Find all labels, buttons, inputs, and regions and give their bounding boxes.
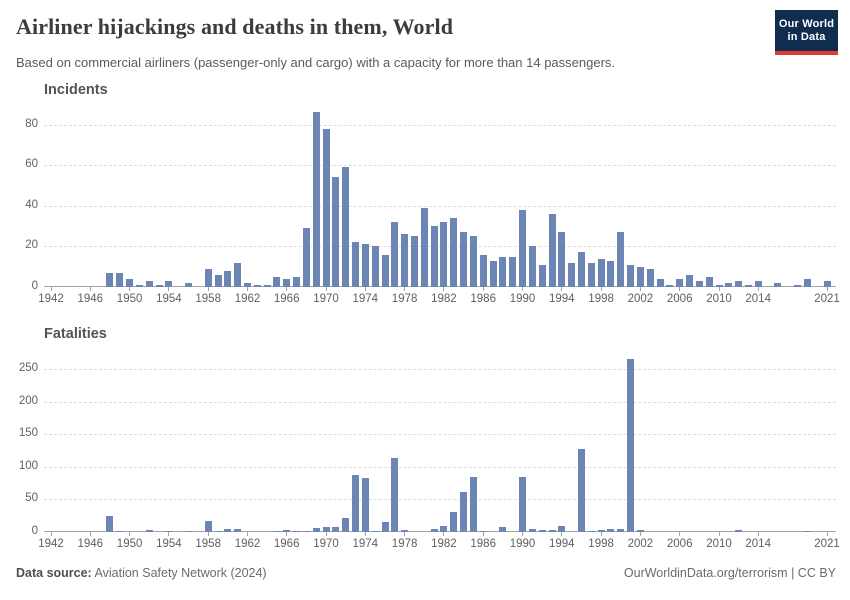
bar-incidents-1976 bbox=[382, 255, 389, 287]
x-tick-1994 bbox=[561, 532, 562, 536]
bar-fatalities-1948 bbox=[106, 516, 113, 532]
bar-incidents-1991 bbox=[529, 246, 536, 287]
bar-incidents-1998 bbox=[598, 259, 605, 287]
bar-incidents-1953 bbox=[156, 285, 163, 287]
bar-incidents-1988 bbox=[499, 257, 506, 287]
bar-incidents-1966 bbox=[283, 279, 290, 287]
x-axis-label-1966: 1966 bbox=[273, 538, 300, 550]
bar-fatalities-1993 bbox=[549, 530, 556, 532]
x-tick-1978 bbox=[404, 532, 405, 536]
y-axis-label-20: 20 bbox=[25, 239, 38, 252]
bar-incidents-2005 bbox=[666, 285, 673, 287]
bar-fatalities-1996 bbox=[578, 449, 585, 532]
x-tick-1962 bbox=[247, 532, 248, 536]
x-axis-label-1950: 1950 bbox=[116, 538, 143, 550]
x-axis-label-1998: 1998 bbox=[588, 293, 614, 305]
x-tick-1942 bbox=[51, 532, 52, 536]
x-axis-label-1958: 1958 bbox=[195, 538, 221, 550]
gridline-50 bbox=[44, 499, 836, 500]
bar-incidents-1996 bbox=[578, 252, 585, 287]
x-axis-label-1958: 1958 bbox=[195, 293, 221, 305]
x-tick-2006 bbox=[679, 532, 680, 536]
x-axis-label-2002: 2002 bbox=[627, 293, 654, 305]
x-axis-label-1950: 1950 bbox=[116, 293, 143, 305]
x-axis-label-1982: 1982 bbox=[431, 538, 457, 550]
x-axis-label-1946: 1946 bbox=[77, 538, 104, 550]
bar-incidents-1983 bbox=[450, 218, 457, 287]
bar-incidents-1970 bbox=[323, 129, 330, 287]
bar-incidents-1993 bbox=[549, 214, 556, 287]
x-axis-label-1994: 1994 bbox=[549, 293, 575, 305]
bar-incidents-1985 bbox=[470, 236, 477, 287]
x-tick-2002 bbox=[640, 532, 641, 536]
x-tick-2014 bbox=[758, 532, 759, 536]
data-source-value: Aviation Safety Network (2024) bbox=[91, 566, 267, 580]
bar-incidents-1986 bbox=[480, 255, 487, 287]
bar-incidents-1968 bbox=[303, 228, 310, 287]
x-tick-1982 bbox=[443, 532, 444, 536]
bar-incidents-1972 bbox=[342, 167, 349, 287]
bar-incidents-2006 bbox=[676, 279, 683, 287]
bar-fatalities-1965 bbox=[273, 531, 280, 532]
x-tick-2021 bbox=[827, 287, 828, 291]
x-axis-label-1954: 1954 bbox=[156, 538, 182, 550]
bar-incidents-1977 bbox=[391, 222, 398, 287]
chart-subtitle: Based on commercial airliners (passenger-only and cargo) with a capacity for more than 14 passengers. bbox=[16, 55, 616, 70]
y-axis-label-50: 50 bbox=[25, 492, 38, 505]
bar-fatalities-1959 bbox=[215, 531, 222, 532]
bar-incidents-1978 bbox=[401, 234, 408, 287]
gridline-40 bbox=[44, 206, 836, 207]
bar-incidents-1980 bbox=[421, 208, 428, 287]
bar-incidents-1989 bbox=[509, 257, 516, 287]
data-source-note bbox=[16, 566, 267, 580]
x-tick-1982 bbox=[443, 287, 444, 291]
x-tick-1950 bbox=[129, 532, 130, 536]
bar-fatalities-1958 bbox=[205, 521, 212, 532]
x-axis-label-1946: 1946 bbox=[77, 293, 104, 305]
x-tick-1966 bbox=[286, 287, 287, 291]
bar-incidents-2001 bbox=[627, 265, 634, 287]
y-axis-label-40: 40 bbox=[25, 198, 38, 211]
x-axis-label-1978: 1978 bbox=[391, 293, 418, 305]
x-tick-1958 bbox=[208, 532, 209, 536]
bar-incidents-1994 bbox=[558, 232, 565, 287]
x-tick-1998 bbox=[601, 532, 602, 536]
bar-fatalities-1984 bbox=[460, 492, 467, 532]
bar-fatalities-1949 bbox=[116, 531, 123, 532]
x-tick-2010 bbox=[719, 287, 720, 291]
bar-fatalities-1960 bbox=[224, 529, 231, 532]
bar-incidents-1951 bbox=[136, 285, 143, 287]
bar-fatalities-1983 bbox=[450, 512, 457, 532]
bar-fatalities-1988 bbox=[499, 527, 506, 532]
bar-incidents-1975 bbox=[372, 246, 379, 287]
y-axis-label-150: 150 bbox=[18, 427, 38, 440]
x-tick-1970 bbox=[326, 532, 327, 536]
bar-incidents-1963 bbox=[254, 285, 261, 287]
x-tick-1950 bbox=[129, 287, 130, 291]
bar-incidents-2003 bbox=[647, 269, 654, 287]
y-axis-label-80: 80 bbox=[25, 117, 38, 130]
bar-fatalities-1977 bbox=[391, 458, 398, 532]
bar-incidents-2002 bbox=[637, 267, 644, 287]
owid-logo[interactable] bbox=[775, 10, 838, 55]
x-tick-1946 bbox=[90, 532, 91, 536]
gridline-80 bbox=[44, 125, 836, 126]
bar-incidents-1995 bbox=[568, 263, 575, 287]
bar-fatalities-1967 bbox=[293, 531, 300, 532]
x-axis-label-1962: 1962 bbox=[234, 538, 261, 550]
bar-incidents-1981 bbox=[431, 226, 438, 287]
gridline-100 bbox=[44, 467, 836, 468]
x-axis-label-2002: 2002 bbox=[627, 538, 654, 550]
bar-incidents-1971 bbox=[332, 177, 339, 287]
bar-incidents-2008 bbox=[696, 281, 703, 287]
fatalities-section-title: Fatalities bbox=[44, 326, 107, 342]
bar-incidents-1959 bbox=[215, 275, 222, 287]
y-axis-label-200: 200 bbox=[18, 394, 38, 407]
gridline-150 bbox=[44, 434, 836, 435]
gridline-200 bbox=[44, 402, 836, 403]
x-axis-label-2014: 2014 bbox=[745, 538, 771, 550]
x-tick-1990 bbox=[522, 532, 523, 536]
bar-incidents-1982 bbox=[440, 222, 447, 287]
bar-incidents-1952 bbox=[146, 281, 153, 287]
x-axis-label-1966: 1966 bbox=[273, 293, 300, 305]
x-tick-1974 bbox=[365, 532, 366, 536]
bar-incidents-1960 bbox=[224, 271, 231, 287]
y-axis-label-100: 100 bbox=[18, 459, 38, 472]
x-axis-label-1986: 1986 bbox=[470, 538, 496, 550]
bar-incidents-2016 bbox=[774, 283, 781, 287]
y-axis-label-250: 250 bbox=[18, 362, 38, 375]
y-axis-label-60: 60 bbox=[25, 158, 38, 171]
bar-fatalities-1973 bbox=[352, 475, 359, 532]
bar-fatalities-2000 bbox=[617, 529, 624, 532]
bar-fatalities-1991 bbox=[529, 529, 536, 532]
x-axis-label-1990: 1990 bbox=[509, 293, 536, 305]
x-axis-label-1982: 1982 bbox=[431, 293, 457, 305]
bar-fatalities-1956 bbox=[185, 531, 192, 532]
x-axis-label-2010: 2010 bbox=[706, 538, 732, 550]
x-axis-label-1974: 1974 bbox=[352, 538, 379, 550]
bar-fatalities-1999 bbox=[607, 529, 614, 532]
bar-fatalities-1981 bbox=[431, 529, 438, 532]
bar-incidents-2012 bbox=[735, 281, 742, 287]
x-tick-2021 bbox=[827, 532, 828, 536]
bar-incidents-1964 bbox=[264, 285, 271, 287]
bar-incidents-1969 bbox=[313, 112, 320, 287]
bar-fatalities-1972 bbox=[342, 518, 349, 532]
x-axis-label-1978: 1978 bbox=[391, 538, 418, 550]
x-tick-1986 bbox=[483, 287, 484, 291]
bar-incidents-1997 bbox=[588, 263, 595, 287]
bar-fatalities-1971 bbox=[332, 527, 339, 532]
bar-incidents-2009 bbox=[706, 277, 713, 287]
x-tick-1954 bbox=[168, 287, 169, 291]
bar-incidents-1958 bbox=[205, 269, 212, 287]
bar-fatalities-1975 bbox=[372, 531, 379, 532]
x-tick-2010 bbox=[719, 532, 720, 536]
bar-fatalities-1997 bbox=[588, 531, 595, 532]
gridline-250 bbox=[44, 369, 836, 370]
x-tick-1958 bbox=[208, 287, 209, 291]
x-tick-1954 bbox=[168, 532, 169, 536]
bar-incidents-2019 bbox=[804, 279, 811, 287]
bar-fatalities-1969 bbox=[313, 528, 320, 532]
y-axis-label-0: 0 bbox=[31, 280, 38, 292]
bar-fatalities-1952 bbox=[146, 530, 153, 532]
bar-incidents-1949 bbox=[116, 273, 123, 287]
bar-fatalities-1992 bbox=[539, 530, 546, 532]
bar-incidents-1967 bbox=[293, 277, 300, 287]
x-tick-1946 bbox=[90, 287, 91, 291]
bar-incidents-1990 bbox=[519, 210, 526, 287]
bar-fatalities-2001 bbox=[627, 359, 634, 532]
bar-incidents-2007 bbox=[686, 275, 693, 287]
owid-url-license[interactable]: OurWorldinData.org/terrorism | CC BY bbox=[623, 566, 836, 580]
x-axis-label-1970: 1970 bbox=[313, 293, 339, 305]
x-tick-2002 bbox=[640, 287, 641, 291]
bar-incidents-1979 bbox=[411, 236, 418, 287]
bar-fatalities-2019 bbox=[804, 531, 811, 532]
bar-incidents-2013 bbox=[745, 285, 752, 287]
x-axis-label-1970: 1970 bbox=[313, 538, 339, 550]
x-axis-label-1942: 1942 bbox=[38, 293, 64, 305]
bar-incidents-1992 bbox=[539, 265, 546, 287]
bar-incidents-1974 bbox=[362, 244, 369, 287]
x-axis-label-1974: 1974 bbox=[352, 293, 379, 305]
x-tick-1978 bbox=[404, 287, 405, 291]
bar-incidents-1948 bbox=[106, 273, 113, 287]
x-tick-2006 bbox=[679, 287, 680, 291]
x-tick-1986 bbox=[483, 532, 484, 536]
bar-fatalities-1968 bbox=[303, 531, 310, 532]
owid-logo-text: Our World in Data bbox=[778, 17, 835, 43]
incidents-section-title: Incidents bbox=[44, 82, 108, 98]
fatalities-chart bbox=[18, 355, 840, 550]
bar-incidents-2000 bbox=[617, 232, 624, 287]
x-tick-1998 bbox=[601, 287, 602, 291]
bar-incidents-2004 bbox=[657, 279, 664, 287]
x-tick-2014 bbox=[758, 287, 759, 291]
bar-incidents-1961 bbox=[234, 263, 241, 287]
bar-fatalities-1961 bbox=[234, 529, 241, 532]
x-axis-label-1994: 1994 bbox=[549, 538, 575, 550]
x-axis-label-1942: 1942 bbox=[38, 538, 64, 550]
x-axis-label-2014: 2014 bbox=[745, 293, 771, 305]
x-tick-1994 bbox=[561, 287, 562, 291]
bar-fatalities-2012 bbox=[735, 530, 742, 532]
bar-incidents-1987 bbox=[490, 261, 497, 287]
x-axis-label-2010: 2010 bbox=[706, 293, 732, 305]
x-tick-1966 bbox=[286, 532, 287, 536]
x-tick-1962 bbox=[247, 287, 248, 291]
x-tick-1942 bbox=[51, 287, 52, 291]
bar-incidents-2011 bbox=[725, 283, 732, 287]
gridline-60 bbox=[44, 165, 836, 166]
x-axis-label-1954: 1954 bbox=[156, 293, 182, 305]
bar-fatalities-1976 bbox=[382, 522, 389, 532]
bar-incidents-1999 bbox=[607, 261, 614, 287]
bar-fatalities-1974 bbox=[362, 478, 369, 532]
bar-incidents-1984 bbox=[460, 232, 467, 287]
x-axis-label-1998: 1998 bbox=[588, 538, 614, 550]
bar-incidents-1973 bbox=[352, 242, 359, 287]
x-tick-1970 bbox=[326, 287, 327, 291]
bar-incidents-1950 bbox=[126, 279, 133, 287]
incidents-chart bbox=[25, 110, 840, 305]
x-tick-1974 bbox=[365, 287, 366, 291]
y-axis-label-0: 0 bbox=[31, 525, 38, 537]
x-axis-label-1990: 1990 bbox=[509, 538, 536, 550]
bar-fatalities-1990 bbox=[519, 477, 526, 532]
x-axis-label-1986: 1986 bbox=[470, 293, 496, 305]
bar-incidents-1956 bbox=[185, 283, 192, 287]
page-title: Airliner hijackings and deaths in them, World bbox=[16, 14, 454, 39]
x-axis-label-2006: 2006 bbox=[666, 293, 693, 305]
bar-incidents-1965 bbox=[273, 277, 280, 287]
data-source-label: Data source: bbox=[16, 566, 92, 580]
bar-fatalities-1985 bbox=[470, 477, 477, 532]
bar-incidents-2018 bbox=[794, 285, 801, 287]
x-axis-label-2021: 2021 bbox=[814, 538, 840, 550]
x-tick-1990 bbox=[522, 287, 523, 291]
x-axis-label-1962: 1962 bbox=[234, 293, 261, 305]
x-axis-label-2006: 2006 bbox=[666, 538, 693, 550]
x-axis-label-2021: 2021 bbox=[814, 293, 840, 305]
